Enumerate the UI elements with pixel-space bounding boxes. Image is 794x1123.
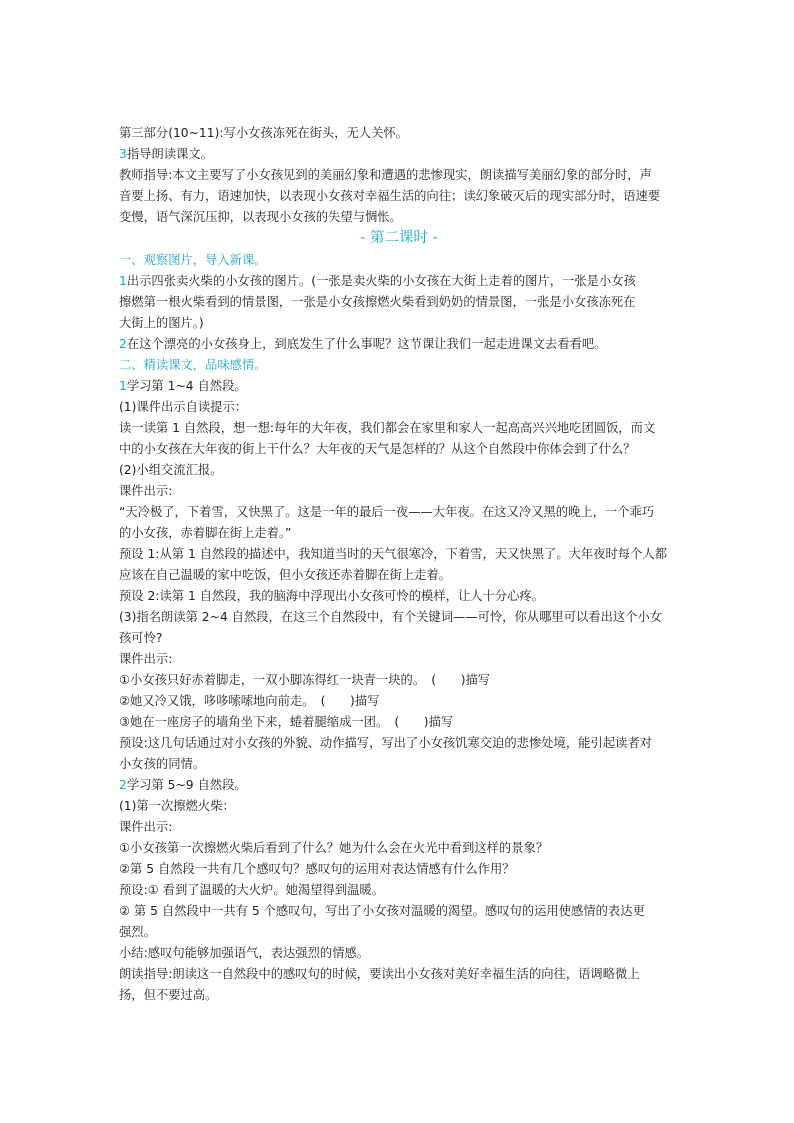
text-line: ③她在一座房子的墙角坐下来，蜷着腿缩成一团。 ( )描写 xyxy=(119,715,454,729)
text-line: ①小女孩只好赤着脚走，一双小脚冻得红一块青一块的。 ( )描写 xyxy=(119,673,491,687)
text-line: (1)第一次擦燃火柴： xyxy=(119,799,235,813)
text-line: 1学习第 1~4 自然段。 xyxy=(119,379,247,393)
text-line: 1出示四张卖火柴的小女孩的图片。(一张是卖火柴的小女孩在大街上走着的图片，一张是小女孩 xyxy=(119,274,636,288)
text-line: (2)小组交流汇报。 xyxy=(119,463,223,477)
text-line: 强烈。 xyxy=(119,925,156,939)
text-line: “天冷极了，下着雪，又快黑了。这是一年的最后一夜——大年夜。在这又冷又黑的晚上，一个乖巧 xyxy=(119,505,655,519)
list-number: 3 xyxy=(119,147,127,161)
list-number: 2 xyxy=(119,778,127,792)
section-heading: 一、观察图片，导入新课。 xyxy=(119,253,267,267)
text-line: ②第 5 自然段一共有几个感叹句？感叹句的运用对表达情感有什么作用？ xyxy=(119,862,515,876)
text-line: ①小女孩第一次擦燃火柴后看到了什么？她为什么会在火光中看到这样的景象？ xyxy=(119,841,549,855)
text-line: 读一读第 1 自然段，想一想:每年的大年夜，我们都会在家里和家人一起高高兴兴地吃团圆饭，而文 xyxy=(119,421,656,435)
list-number: 1 xyxy=(119,274,127,288)
text-line: 2学习第 5~9 自然段。 xyxy=(119,778,247,792)
text-line: 小女孩的同情。 xyxy=(119,757,206,771)
lesson-title: - 第二课时 - xyxy=(360,230,438,246)
text-line: (1)课件出示自读提示： xyxy=(119,400,248,414)
text-line: 音要上扬、有力，语速加快，以表现小女孩对幸福生活的向往；读幻象破灭后的现实部分时，语速要 xyxy=(119,189,661,203)
text-line: 预设 1:从第 1 自然段的描述中，我知道当时的天气很寒冷，下着雪，天又快黑了。大年夜时每个人都 xyxy=(119,547,667,561)
text-line: 教师指导:本文主要写了小女孩见到的美丽幻象和遭遇的悲惨现实，朗读描写美丽幻象的部分时，声 xyxy=(119,168,652,182)
text-line: ② 第 5 自然段中一共有 5 个感叹句，写出了小女孩对温暖的渴望。感叹句的运用使感情的表达更 xyxy=(119,904,645,918)
text-line: 孩可怜? xyxy=(119,631,163,645)
list-number: 2 xyxy=(119,337,127,351)
text-line: 预设:① 看到了温暖的大火炉。她渴望得到温暖。 xyxy=(119,883,385,897)
text-line: 朗读指导:朗读这一自然段中的感叹句的时候，要读出小女孩对美好幸福生活的向往，语调略微上 xyxy=(119,967,640,981)
text-line: 大街上的图片。) xyxy=(119,316,204,330)
text-line: 课件出示: xyxy=(119,484,173,498)
text-line: 擦燃第一根火柴看到的情景图，一张是小女孩擦燃火柴看到奶奶的情景图，一张是小女孩冻死在 xyxy=(119,295,636,309)
section-heading: 二、精读课文，品味感情。 xyxy=(119,358,267,372)
text-line: 3指导朗读课文。 xyxy=(119,147,213,161)
text-line: (3)指名朗读第 2~4 自然段，在这三个自然段中，有个关键词——可怜，你从哪里可以看出这个小女 xyxy=(119,610,663,624)
text-line: 课件出示: xyxy=(119,652,173,666)
text-line: 应该在自己温暖的家中吃饭，但小女孩还赤着脚在街上走着。 xyxy=(119,568,452,582)
text-line: 预设:这几句话通过对小女孩的外貌、动作描写，写出了小女孩饥寒交迫的悲惨处境，能引起读者对 xyxy=(119,736,652,750)
text-line: 2在这个漂亮的小女孩身上，到底发生了什么事呢？这节课让我们一起走进课文去看看吧。 xyxy=(119,337,607,351)
list-number: 1 xyxy=(119,379,127,393)
text-line: 中的小女孩在大年夜的街上干什么？大年夜的天气是怎样的？从这个自然段中你体会到了什么？ xyxy=(119,442,636,456)
text-line: ②她又冷又饿，哆哆嗦嗦地向前走。 ( )描写 xyxy=(119,694,380,708)
text-line: 预设 2:读第 1 自然段，我的脑海中浮现出小女孩可怜的模样，让人十分心疼。 xyxy=(119,589,545,603)
text-line: 的小女孩，赤着脚在街上走着。” xyxy=(119,526,292,540)
text-line: 小结:感叹句能够加强语气，表达强烈的情感。 xyxy=(119,946,370,960)
text-line: 变慢，语气深沉压抑，以表现小女孩的失望与惆怅。 xyxy=(119,210,402,224)
text-line: 扬，但不要过高。 xyxy=(119,988,218,1002)
text-line: 第三部分(10~11):写小女孩冻死在街头，无人关怀。 xyxy=(119,126,408,140)
text-line: 课件出示: xyxy=(119,820,173,834)
